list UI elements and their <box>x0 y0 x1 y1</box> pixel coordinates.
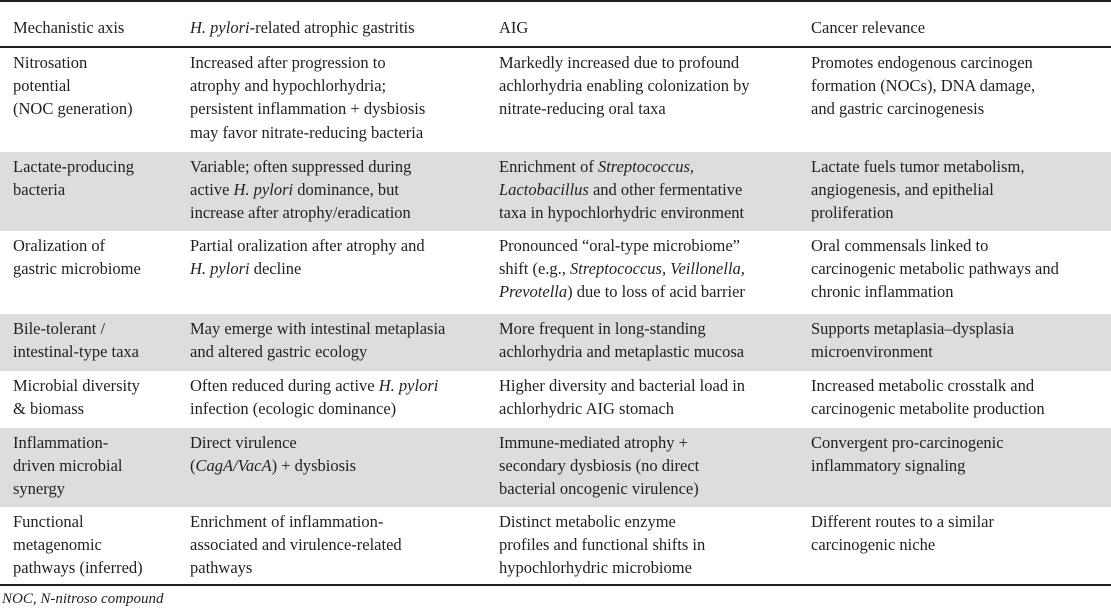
table-row-nitrosation <box>0 48 1111 152</box>
cell-h-pylori <box>190 51 490 144</box>
cell-axis <box>13 155 173 201</box>
cell-axis <box>13 374 173 420</box>
cell-h-pylori <box>190 431 490 477</box>
cell-axis <box>13 510 173 580</box>
cell-cancer <box>811 374 1111 420</box>
cell-axis <box>13 234 173 280</box>
cell-text: Markedly increased due to profound achlorhydria enabling colonization by nitrate-reducing oral taxa <box>499 53 750 119</box>
cell-text: Functional metagenomic pathways (inferred) <box>13 512 143 578</box>
cell-text: Bile-tolerant / intestinal-type taxa <box>13 319 139 362</box>
table-row-bile-tolerant <box>0 314 1111 371</box>
cell-text: Lactate fuels tumor metabolism, angiogenesis, and epithelial proliferation <box>811 157 1025 223</box>
table-row-functional <box>0 507 1111 585</box>
cell-text: ) + dysbiosis <box>271 456 357 476</box>
cell-text: More frequent in long-standing achlorhydria and metaplastic mucosa <box>499 319 745 362</box>
cell-text: dominance, but increase after atrophy/eradication <box>190 180 411 223</box>
cell-text: infection (ecologic dominance) <box>190 399 397 419</box>
cell-axis <box>13 317 173 363</box>
header-cancer-relevance <box>811 16 1111 39</box>
cell-axis <box>13 431 173 501</box>
cell-text: Inflammation- driven microbial synergy <box>13 433 123 499</box>
cell-cancer <box>811 317 1111 363</box>
table-row-diversity <box>0 371 1111 428</box>
cell-text: -related atrophic gastritis <box>249 18 415 37</box>
cell-text: Increased metabolic crosstalk and carcinogenic metabolite production <box>811 376 1045 419</box>
italic-term: Streptococcus, Lactobacillus <box>499 157 695 200</box>
cell-aig <box>499 51 799 121</box>
cell-text: and other fermentative taxa in hypochlorhydric environment <box>499 180 745 223</box>
cell-cancer <box>811 51 1111 121</box>
cell-text: Variable; often suppressed during active <box>190 157 412 200</box>
cell-text: Oral commensals linked to carcinogenic metabolic pathways and chronic inflammation <box>811 236 1059 302</box>
italic-term: CagA/VacA <box>195 456 272 476</box>
cell-text: Promotes endogenous carcinogen formation (NOCs), DNA damage, and gastric carcinogenesis <box>811 53 1036 119</box>
cell-text: decline <box>249 259 302 279</box>
cell-text: Partial oralization after atrophy and <box>190 236 425 255</box>
cell-text: Enrichment of inflammation- associated and virulence-related pathways <box>190 512 402 578</box>
table-footnote: NOC, N-nitroso compound <box>2 591 164 607</box>
header-h-pylori-gastritis <box>190 16 490 39</box>
cell-h-pylori <box>190 374 490 420</box>
italic-term: H. pylori <box>190 18 250 37</box>
cell-text: Immune-mediated atrophy + secondary dysbiosis (no direct bacterial oncogenic virulence) <box>499 433 700 499</box>
cell-aig <box>499 431 799 501</box>
bottom-rule <box>0 584 1111 586</box>
cell-text: Supports metaplasia–dysplasia microenvironment <box>811 319 1015 362</box>
cell-text: Often reduced during active <box>190 376 379 395</box>
cell-aig <box>499 317 799 363</box>
cell-text: Nitrosation potential (NOC generation) <box>13 53 133 119</box>
header-aig <box>499 16 799 39</box>
cell-text: Direct virulence ( <box>190 433 297 476</box>
cell-aig <box>499 510 799 580</box>
cell-h-pylori <box>190 510 490 580</box>
cell-text: Oralization of gastric microbiome <box>13 236 141 279</box>
cell-h-pylori <box>190 155 490 225</box>
cell-text: Higher diversity and bacterial load in achlorhydric AIG stomach <box>499 376 746 419</box>
cell-text: Mechanistic axis <box>13 18 125 37</box>
cell-h-pylori <box>190 234 490 280</box>
cell-text: Enrichment of <box>499 157 598 176</box>
cell-text: Lactate-producing bacteria <box>13 157 134 200</box>
cell-text: Pronounced “oral-type microbiome” shift (e.g., <box>499 236 740 279</box>
italic-term: H. pylori <box>233 180 294 200</box>
cell-text: ) due to loss of acid barrier <box>567 282 745 302</box>
cell-h-pylori <box>190 317 490 363</box>
table-row-oralization <box>0 231 1111 314</box>
italic-term: H. pylori <box>190 259 250 279</box>
cell-text: Cancer relevance <box>811 18 926 37</box>
cell-text: Distinct metabolic enzyme profiles and functional shifts in hypochlorhydric microbiome <box>499 512 706 578</box>
cell-text: Increased after progression to atrophy and hypochlorhydria; persistent inflammation + dysbiosis may favor nitrate-reducing bacteria <box>190 53 426 142</box>
table-header-row <box>0 2 1111 46</box>
cell-text: Microbial diversity & biomass <box>13 376 140 419</box>
cell-aig <box>499 234 799 304</box>
table-row-lactate <box>0 152 1111 231</box>
cell-text: May emerge with intestinal metaplasia and altered gastric ecology <box>190 319 446 362</box>
cell-text: AIG <box>499 18 529 37</box>
italic-term: H. pylori <box>378 376 439 395</box>
cell-text: Convergent pro-carcinogenic inflammatory signaling <box>811 433 1004 476</box>
italic-term: Streptococcus, Veillonella, Prevotella <box>499 259 745 302</box>
cell-cancer <box>811 234 1111 304</box>
cell-axis <box>13 51 173 121</box>
cell-aig <box>499 374 799 420</box>
cell-text: Different routes to a similar carcinogenic niche <box>811 512 994 555</box>
cell-cancer <box>811 510 1111 556</box>
header-mechanistic-axis <box>13 16 173 39</box>
cell-cancer <box>811 431 1111 477</box>
table-row-inflammation <box>0 428 1111 507</box>
cell-aig <box>499 155 799 225</box>
cell-cancer <box>811 155 1111 225</box>
